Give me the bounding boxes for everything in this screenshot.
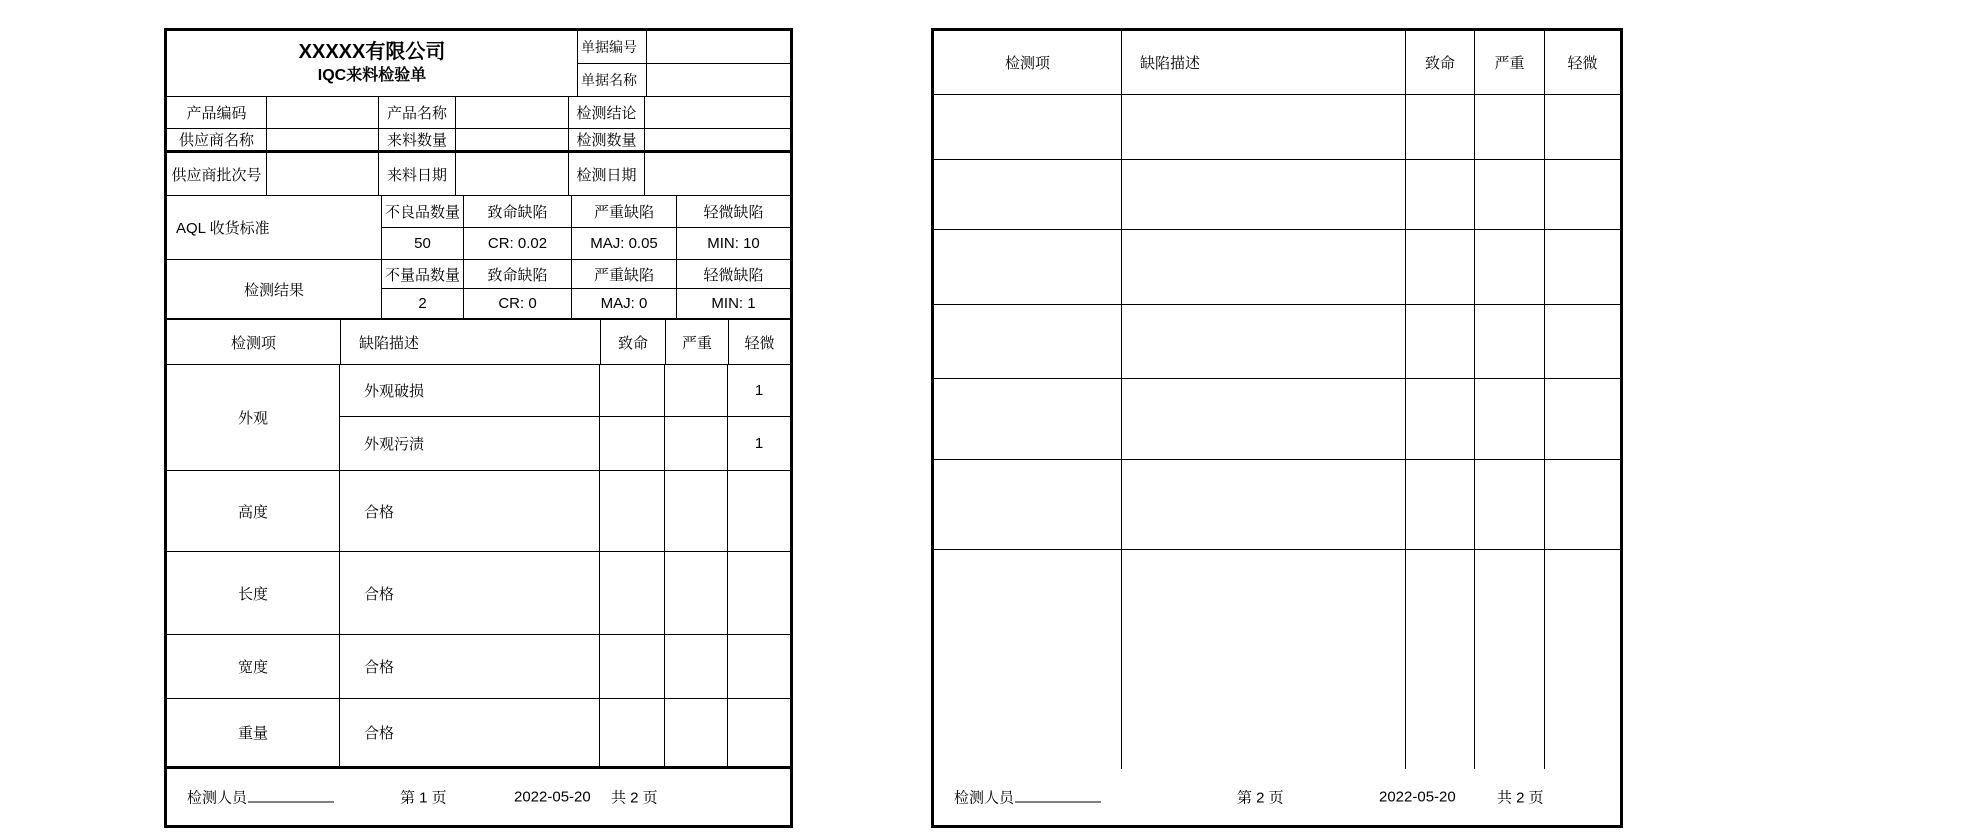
critical-count-cell xyxy=(1405,230,1474,304)
item-cell: 外观 xyxy=(167,365,340,470)
item-cell: 长度 xyxy=(167,552,340,634)
critical-count-cell xyxy=(600,552,665,634)
defect-desc-cell xyxy=(1121,550,1405,769)
item-cell xyxy=(934,460,1121,549)
product-code-label-text: 产品编码 xyxy=(186,105,247,122)
empty-defect-row xyxy=(934,305,1620,379)
aql-major-col xyxy=(571,196,676,259)
major-count-cell xyxy=(665,552,728,634)
critical-count-cell xyxy=(1405,550,1474,769)
product-code-value-cell xyxy=(266,97,378,128)
critical-count-cell xyxy=(600,365,665,416)
detail-group-weight xyxy=(167,699,790,766)
major-count-cell xyxy=(1474,305,1544,378)
form-title: IQC来料检验单 xyxy=(317,67,427,85)
defect-desc-cell xyxy=(1121,460,1405,549)
aql-minor-header: 轻微缺陷 xyxy=(677,196,790,228)
page2-footer xyxy=(934,769,1620,825)
item-cell xyxy=(934,305,1121,378)
detail-group-width xyxy=(167,635,790,699)
defect-desc-cell: 外观污渍 xyxy=(340,417,600,470)
doc-name-label: 单据名称 xyxy=(581,72,637,88)
incoming-qty-label xyxy=(378,129,455,150)
minor-count-cell: 1 xyxy=(754,435,764,452)
page-number: 第 2 页 xyxy=(1237,789,1284,807)
doc-name-value-cell xyxy=(646,64,790,96)
doc-info-block xyxy=(578,31,790,96)
doc-no-row xyxy=(578,31,790,63)
detail-header-critical: 致命 xyxy=(600,320,665,364)
result-major-value: MAJ: 0 xyxy=(600,295,648,312)
detail-group-appearance xyxy=(167,365,790,471)
detail-group-length xyxy=(167,552,790,635)
aql-major-value: MAJ: 0.05 xyxy=(590,234,658,252)
inspect-qty-value-cell xyxy=(644,129,790,150)
incoming-date-label xyxy=(378,153,455,195)
inspect-date-value-cell xyxy=(644,153,790,195)
item-cell: 高度 xyxy=(167,471,340,551)
inspection-result-row xyxy=(167,260,790,320)
result-defect-qty-header: 不量品数量 xyxy=(382,260,463,289)
critical-count-cell xyxy=(600,699,665,766)
result-major-header: 严重缺陷 xyxy=(572,260,676,289)
incoming-date-value-cell xyxy=(455,153,568,195)
doc-no-value-cell xyxy=(646,31,790,63)
supplier-batch-label xyxy=(167,153,266,195)
item-cell xyxy=(934,550,1121,769)
defect-desc-cell xyxy=(1121,305,1405,378)
inspect-date-label-text: 检测日期 xyxy=(576,166,637,184)
major-count-cell xyxy=(665,699,728,766)
critical-count-cell xyxy=(1405,460,1474,549)
minor-count-cell xyxy=(1544,305,1620,378)
supplier-name-label-text: 供应商名称 xyxy=(178,132,254,149)
batch-info-row xyxy=(167,153,790,196)
result-minor-col xyxy=(676,260,790,318)
major-count-cell xyxy=(1474,379,1544,459)
item-cell: 宽度 xyxy=(167,635,340,698)
defect-desc-cell: 合格 xyxy=(340,471,600,551)
page1-footer xyxy=(167,769,790,825)
company-name: XXXXX有限公司 xyxy=(298,41,446,64)
major-count-cell xyxy=(665,635,728,698)
doc-name-row xyxy=(578,63,790,96)
critical-count-cell xyxy=(600,417,665,470)
detail-header-critical: 致命 xyxy=(1405,31,1474,94)
aql-minor-col xyxy=(676,196,790,259)
detail-header-desc: 缺陷描述 xyxy=(340,320,600,364)
inspect-conclusion-label xyxy=(568,97,644,128)
critical-count-cell xyxy=(600,635,665,698)
result-defect-qty-col xyxy=(381,260,463,318)
minor-count-cell xyxy=(728,635,790,698)
detail-header-item: 检测项 xyxy=(1004,55,1050,72)
result-critical-value: CR: 0 xyxy=(498,295,537,312)
supplier-batch-value-cell xyxy=(266,153,378,195)
incoming-date-label-text: 来料日期 xyxy=(386,166,447,184)
result-critical-col xyxy=(463,260,571,318)
defect-row xyxy=(340,471,790,551)
result-major-col xyxy=(571,260,676,318)
detail-header-desc: 缺陷描述 xyxy=(1121,31,1405,94)
aql-critical-col xyxy=(463,196,571,259)
minor-count-cell xyxy=(1544,550,1620,769)
item-cell xyxy=(934,160,1121,229)
defect-row xyxy=(340,417,790,470)
doc-no-label: 单据编号 xyxy=(581,39,637,55)
product-code-label xyxy=(167,97,266,128)
inspect-date-label xyxy=(568,153,644,195)
defect-desc-cell xyxy=(1121,160,1405,229)
defect-desc-cell: 合格 xyxy=(340,552,600,634)
result-minor-value: MIN: 1 xyxy=(711,295,756,312)
incoming-qty-label-text: 来料数量 xyxy=(386,132,447,149)
defect-desc-cell: 合格 xyxy=(340,699,600,766)
major-count-cell xyxy=(1474,550,1544,769)
detail-header-minor: 轻微 xyxy=(728,320,790,364)
page-number: 第 1 页 xyxy=(400,789,447,807)
major-count-cell xyxy=(665,365,728,416)
result-critical-header: 致命缺陷 xyxy=(464,260,571,289)
total-pages: 共 2 页 xyxy=(1497,789,1544,807)
major-count-cell xyxy=(665,417,728,470)
major-count-cell xyxy=(665,471,728,551)
aql-defect-qty-col xyxy=(381,196,463,259)
minor-count-cell xyxy=(728,552,790,634)
empty-defect-row xyxy=(934,230,1620,305)
critical-count-cell xyxy=(1405,95,1474,159)
supplier-batch-label-text: 供应商批次号 xyxy=(171,166,262,184)
critical-count-cell xyxy=(1405,379,1474,459)
incoming-qty-value-cell xyxy=(455,129,568,150)
defect-row xyxy=(340,699,790,766)
minor-count-cell xyxy=(1544,230,1620,304)
aql-standard-label: AQL 收货标准 xyxy=(176,220,270,237)
title-block xyxy=(167,31,578,96)
iqc-form-page-2 xyxy=(931,28,1623,828)
defect-detail-table xyxy=(167,320,790,769)
inspector-label: 检测人员 xyxy=(187,789,248,807)
aql-defect-qty-header: 不良品数量 xyxy=(382,196,463,228)
result-minor-header: 轻微缺陷 xyxy=(677,260,790,289)
inspector-label: 检测人员 xyxy=(954,789,1015,807)
critical-count-cell xyxy=(1405,160,1474,229)
empty-defect-row xyxy=(934,95,1620,160)
defect-row xyxy=(340,365,790,417)
inspector-signature xyxy=(954,787,1101,808)
minor-count-cell xyxy=(728,471,790,551)
product-name-label xyxy=(378,97,455,128)
detail-header-major: 严重 xyxy=(1474,31,1544,94)
minor-count-cell: 1 xyxy=(754,382,764,399)
supplier-info-row xyxy=(167,129,790,153)
inspect-conclusion-value-cell xyxy=(644,97,790,128)
inspect-conclusion-label-text: 检测结论 xyxy=(576,105,637,122)
defect-desc-cell xyxy=(1121,230,1405,304)
product-info-row xyxy=(167,97,790,129)
detail-header-minor: 轻微 xyxy=(1544,31,1620,94)
product-name-value-cell xyxy=(455,97,568,128)
result-defect-qty-value: 2 xyxy=(418,295,427,312)
minor-count-cell xyxy=(728,699,790,766)
iqc-form-page-1 xyxy=(164,28,793,828)
report-date: 2022-05-20 xyxy=(1379,788,1456,806)
supplier-name-label xyxy=(167,129,266,150)
item-cell xyxy=(934,230,1121,304)
critical-count-cell xyxy=(600,471,665,551)
critical-count-cell xyxy=(1405,305,1474,378)
aql-standard-row xyxy=(167,196,790,260)
empty-defect-row xyxy=(934,460,1620,550)
item-cell xyxy=(934,95,1121,159)
supplier-name-value-cell xyxy=(266,129,378,150)
aql-critical-value: CR: 0.02 xyxy=(487,234,548,252)
major-count-cell xyxy=(1474,160,1544,229)
inspector-signature-line xyxy=(248,788,334,802)
page1-title-section xyxy=(167,31,790,97)
minor-count-cell xyxy=(1544,95,1620,159)
major-count-cell xyxy=(1474,95,1544,159)
aql-major-header: 严重缺陷 xyxy=(572,196,676,228)
major-count-cell xyxy=(1474,230,1544,304)
empty-defect-row xyxy=(934,550,1620,769)
product-name-label-text: 产品名称 xyxy=(386,105,447,122)
report-date: 2022-05-20 xyxy=(514,788,591,806)
detail-group-height xyxy=(167,471,790,552)
empty-defect-row xyxy=(934,379,1620,460)
inspection-result-label: 检测结果 xyxy=(243,281,304,299)
minor-count-cell xyxy=(1544,379,1620,459)
detail-header-row xyxy=(167,320,790,365)
defect-desc-cell xyxy=(1121,95,1405,159)
item-cell xyxy=(934,379,1121,459)
defect-desc-cell: 合格 xyxy=(340,635,600,698)
item-cell: 重量 xyxy=(167,699,340,766)
detail-header-row xyxy=(934,31,1620,95)
defect-row xyxy=(340,635,790,698)
total-pages: 共 2 页 xyxy=(611,789,658,807)
empty-defect-row xyxy=(934,160,1620,230)
inspect-qty-label-text: 检测数量 xyxy=(576,132,637,149)
inspector-signature-line xyxy=(1015,788,1101,802)
inspect-qty-label xyxy=(568,129,644,150)
defect-desc-cell: 外观破损 xyxy=(340,365,600,416)
aql-defect-qty-value: 50 xyxy=(414,234,431,252)
major-count-cell xyxy=(1474,460,1544,549)
inspector-signature xyxy=(187,787,334,808)
defect-desc-cell xyxy=(1121,379,1405,459)
aql-critical-header: 致命缺陷 xyxy=(464,196,571,228)
minor-count-cell xyxy=(1544,160,1620,229)
aql-minor-value: MIN: 10 xyxy=(707,234,760,252)
detail-header-item: 检测项 xyxy=(230,334,276,352)
defect-row xyxy=(340,552,790,634)
minor-count-cell xyxy=(1544,460,1620,549)
detail-header-major: 严重 xyxy=(665,320,728,364)
